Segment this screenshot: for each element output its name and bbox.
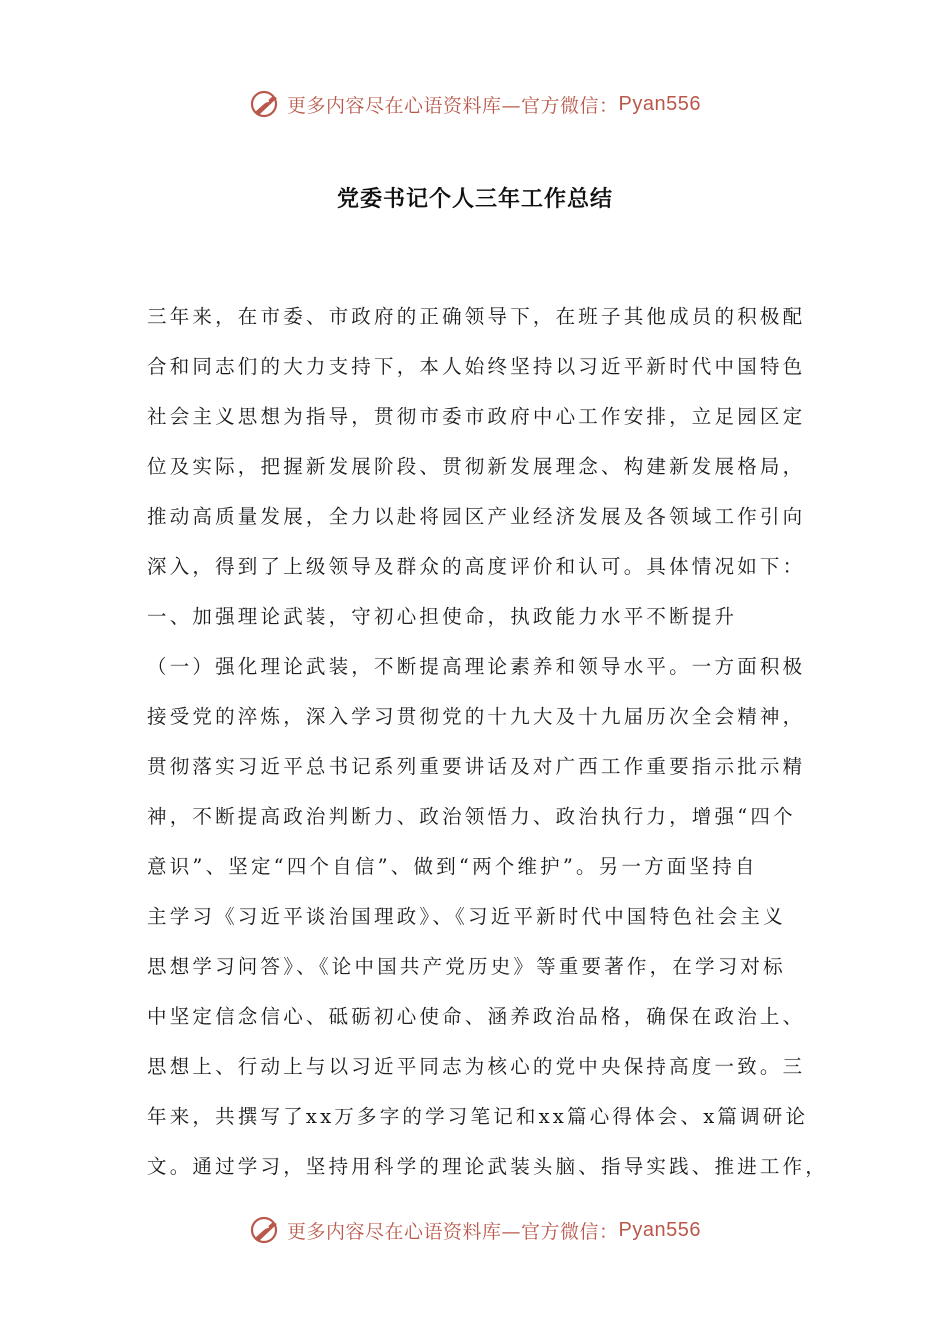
body-line: 意识”、坚定“四个自信”、做到“两个维护”。另一方面坚持自: [147, 855, 758, 878]
pen-logo-icon: [249, 88, 283, 120]
body-line: 社会主义思想为指导，贯彻市委市政府中心工作安排，立足园区定: [147, 405, 806, 428]
body-line: 深入，得到了上级领导及群众的高度评价和认可。具体情况如下：: [147, 555, 806, 578]
body-line: 思想学习问答》、《论中国共产党历史》等重要著作，在学习对标: [147, 955, 786, 978]
body-line: 神，不断提高政治判断力、政治领悟力、政治执行力，增强“四个: [147, 805, 796, 828]
watermark-text: 更多内容尽在心语资料库—官方微信：: [287, 94, 619, 117]
body-line: 贯彻落实习近平总书记系列重要讲话及对广西工作重要指示批示精: [147, 755, 806, 778]
body-line: 接受党的淬炼，深入学习贯彻党的十九大及十九届历次全会精神，: [147, 705, 806, 728]
body-line: 合和同志们的大力支持下，本人始终坚持以习近平新时代中国特色: [147, 355, 806, 378]
document-title: 党委书记个人三年工作总结: [336, 186, 613, 212]
watermark-text: 更多内容尽在心语资料库—官方微信：: [287, 1220, 619, 1243]
document-body: [147, 292, 829, 1192]
watermark-footer: [0, 1214, 950, 1246]
body-line: 文。通过学习，坚持用科学的理论武装头脑、指导实践、推进工作，: [147, 1155, 829, 1178]
watermark-wechat-id: Pyan556: [618, 92, 701, 115]
watermark-wechat-id: Pyan556: [618, 1218, 701, 1241]
body-line: 位及实际，把握新发展阶段、贯彻新发展理念、构建新发展格局，: [147, 455, 806, 478]
body-line: 年来，共撰写了xx万多字的学习笔记和xx篇心得体会、x篇调研论: [147, 1105, 809, 1128]
body-line: 主学习《习近平谈治国理政》、《习近平新时代中国特色社会主义: [147, 905, 786, 928]
watermark-header: [0, 88, 950, 120]
body-line: （一）强化理论武装，不断提高理论素养和领导水平。一方面积极: [147, 655, 806, 678]
body-line: 中坚定信念信心、砥砺初心使命、涵养政治品格，确保在政治上、: [147, 1005, 806, 1028]
body-line: 思想上、行动上与以习近平同志为核心的党中央保持高度一致。三: [147, 1055, 806, 1078]
body-line: 推动高质量发展，全力以赴将园区产业经济发展及各领域工作引向: [147, 505, 806, 528]
body-line: 三年来，在市委、市政府的正确领导下，在班子其他成员的积极配: [147, 305, 806, 328]
pen-logo-icon: [249, 1214, 283, 1246]
section-heading: 一、加强理论武装，守初心担使命，执政能力水平不断提升: [147, 605, 738, 628]
